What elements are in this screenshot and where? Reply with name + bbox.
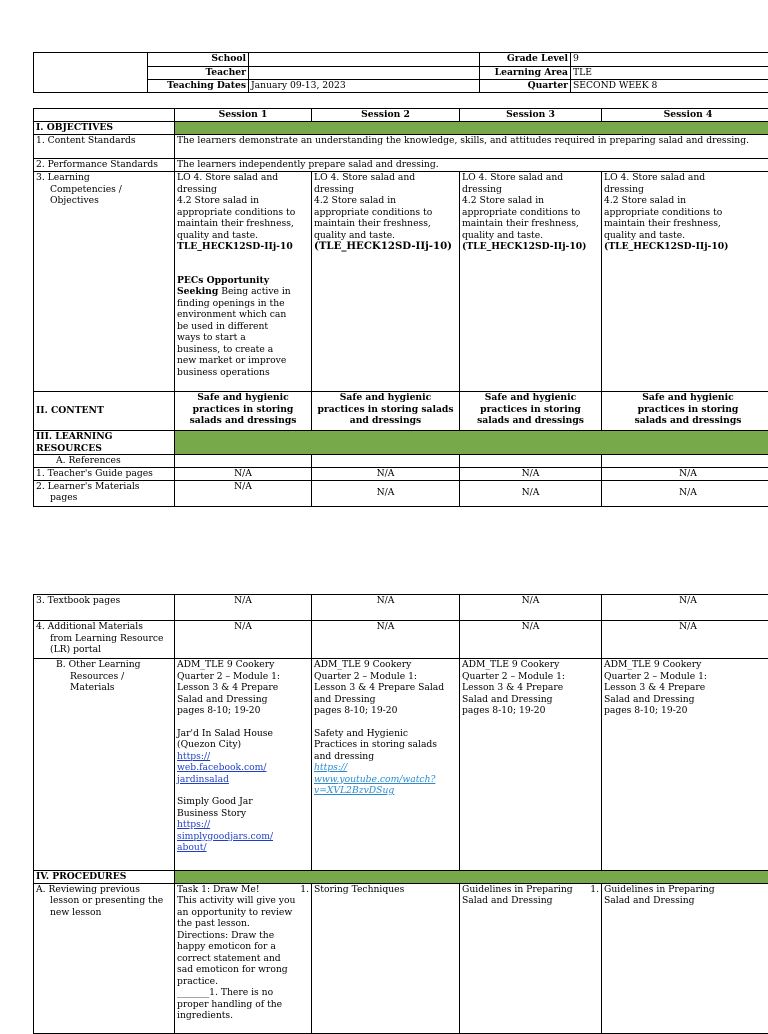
content-line: salads and dressings xyxy=(177,415,309,427)
competency-line: quality and taste. xyxy=(604,230,768,242)
resource-line: Lesson 3 & 4 Prepare xyxy=(604,682,768,694)
na-cell: N/A xyxy=(602,595,768,621)
lesson-plan-table-top xyxy=(33,108,768,507)
competency-code: (TLE_HECK12SD-IIj-10) xyxy=(604,241,768,253)
na-cell: N/A xyxy=(602,467,768,480)
youtube-link[interactable]: www.youtube.com/watch? xyxy=(314,774,457,786)
content-line: Safe and hygienic xyxy=(604,392,768,404)
lc-label-line: Competencies / xyxy=(36,184,172,196)
session-3-header: Session 3 xyxy=(460,109,602,122)
procedure-session-3 xyxy=(460,883,602,1033)
pecs-text: be used in different xyxy=(177,321,309,333)
learners-materials-label xyxy=(34,480,175,506)
teaching-dates-value: January 09-13, 2023 xyxy=(249,80,480,93)
competency-code: (TLE_HECK12SD-IIj-10) xyxy=(462,241,599,253)
task-line: practice. xyxy=(177,976,309,988)
na-cell: N/A xyxy=(312,467,460,480)
empty-cell xyxy=(602,455,768,468)
session-4-header: Session 4 xyxy=(602,109,768,122)
pecs-text: Being active in xyxy=(221,286,291,297)
references-label: A. References xyxy=(34,455,175,468)
resource-line: and dressing xyxy=(314,751,457,763)
session-2-header: Session 2 xyxy=(312,109,460,122)
label-line: lesson or presenting the xyxy=(36,895,172,907)
spacer xyxy=(177,717,309,728)
competency-line: appropriate conditions to xyxy=(604,207,768,219)
procedure-session-4 xyxy=(602,883,768,1033)
competency-line: maintain their freshness, xyxy=(604,218,768,230)
task-line: Guidelines in Preparing xyxy=(462,884,573,896)
resource-line: pages 8-10; 19-20 xyxy=(314,705,457,717)
facebook-link[interactable]: https:// xyxy=(177,751,309,763)
content-line: and dressings xyxy=(314,415,457,427)
resource-line: Practices in storing salads xyxy=(314,739,457,751)
content-session-2 xyxy=(312,392,460,431)
competency-line: LO 4. Store salad and xyxy=(177,172,309,184)
resource-line: and Dressing xyxy=(314,694,457,706)
facebook-link[interactable]: jardinsalad xyxy=(177,774,309,786)
na-cell: N/A xyxy=(460,467,602,480)
pecs-text: business operations xyxy=(177,367,309,379)
competency-line: LO 4. Store salad and xyxy=(604,172,768,184)
competency-line: dressing xyxy=(177,184,309,196)
resource-line: Safety and Hygienic xyxy=(314,728,457,740)
quarter-label: Quarter xyxy=(480,80,571,93)
label-line: (LR) portal xyxy=(36,644,172,656)
content-session-4 xyxy=(602,392,768,431)
content-standards-label: 1. Content Standards xyxy=(34,135,175,159)
heading-line: RESOURCES xyxy=(36,443,172,455)
label-line: Materials xyxy=(56,682,172,694)
resource-line: ADM_TLE 9 Cookery xyxy=(314,659,457,671)
resources-green-bar xyxy=(175,431,768,455)
task-line: Salad and Dressing xyxy=(604,895,768,907)
content-session-3 xyxy=(460,392,602,431)
na-cell: N/A xyxy=(175,621,312,659)
resource-line: pages 8-10; 19-20 xyxy=(604,705,768,717)
resource-line: Quarter 2 – Module 1: xyxy=(314,671,457,683)
content-heading: II. CONTENT xyxy=(34,392,175,431)
competency-line: appropriate conditions to xyxy=(177,207,309,219)
resource-line: Salad and Dressing xyxy=(604,694,768,706)
school-label: School xyxy=(148,53,249,67)
learning-area-label: Learning Area xyxy=(480,67,571,80)
task-line: This activity will give you xyxy=(177,895,309,907)
pecs-text: finding openings in the xyxy=(177,298,309,310)
teacher-label: Teacher xyxy=(148,67,249,80)
competency-line: quality and taste. xyxy=(462,230,599,242)
resource-line: Simply Good Jar xyxy=(177,796,309,808)
lesson-plan-table-bottom xyxy=(33,594,768,1034)
teachers-guide-label: 1. Teacher's Guide pages xyxy=(34,467,175,480)
competency-session-4 xyxy=(602,172,768,392)
na-cell: N/A xyxy=(175,467,312,480)
empty-cell xyxy=(312,455,460,468)
simplygoodjars-link[interactable]: https:// xyxy=(177,819,309,831)
spacer xyxy=(177,253,309,275)
content-line: salads and dressings xyxy=(604,415,768,427)
competency-session-2 xyxy=(312,172,460,392)
empty-cell xyxy=(460,455,602,468)
other-resources-session-4 xyxy=(602,659,768,871)
competency-line: 4.2 Store salad in xyxy=(314,195,457,207)
resource-line: pages 8-10; 19-20 xyxy=(462,705,599,717)
procedures-green-bar xyxy=(175,871,768,884)
pecs-text: business, to create a xyxy=(177,344,309,356)
header-table xyxy=(33,52,768,93)
teacher-value xyxy=(249,67,480,80)
na-cell: N/A xyxy=(460,595,602,621)
youtube-link[interactable]: https:// xyxy=(314,762,457,774)
pecs-title: Seeking xyxy=(177,286,218,297)
resource-line: Lesson 3 & 4 Prepare xyxy=(462,682,599,694)
resource-line: Quarter 2 – Module 1: xyxy=(462,671,599,683)
task-line: ingredients. xyxy=(177,1010,309,1022)
task-number: 1. xyxy=(300,884,309,896)
competency-line: 4.2 Store salad in xyxy=(177,195,309,207)
label-line: from Learning Resource xyxy=(36,633,172,645)
objectives-green-bar xyxy=(175,122,768,135)
procedure-session-2 xyxy=(312,883,460,1033)
label-line: Resources / xyxy=(56,671,172,683)
content-line: Safe and hygienic xyxy=(177,392,309,404)
label-line: pages xyxy=(36,492,172,504)
youtube-link[interactable]: v=XVL2BzvDSug xyxy=(314,785,457,797)
competency-line: quality and taste. xyxy=(314,230,457,242)
competency-line: maintain their freshness, xyxy=(314,218,457,230)
content-session-1 xyxy=(175,392,312,431)
performance-standards-value: The learners independently prepare salad and dressing. xyxy=(175,159,768,172)
na-cell: N/A xyxy=(602,621,768,659)
lc-label-line: Objectives xyxy=(36,195,172,207)
content-line: practices in storing salads xyxy=(314,404,457,416)
task-line: correct statement and xyxy=(177,953,309,965)
competency-line: maintain their freshness, xyxy=(462,218,599,230)
na-cell: N/A xyxy=(175,480,312,506)
na-cell: N/A xyxy=(312,595,460,621)
corner-cell xyxy=(34,109,175,122)
school-value xyxy=(249,53,480,67)
label-line: 4. Additional Materials xyxy=(36,621,172,633)
other-resources-session-1 xyxy=(175,659,312,871)
resource-line: pages 8-10; 19-20 xyxy=(177,705,309,717)
competency-line: LO 4. Store salad and xyxy=(314,172,457,184)
resource-line: (Quezon City) xyxy=(177,739,309,751)
label-line: B. Other Learning xyxy=(56,659,172,671)
task-line: proper handling of the xyxy=(177,999,309,1011)
learning-competencies-label xyxy=(34,172,175,392)
spacer xyxy=(314,717,457,728)
content-line: salads and dressings xyxy=(462,415,599,427)
resource-line: Lesson 3 & 4 Prepare Salad xyxy=(314,682,457,694)
other-resources-session-3 xyxy=(460,659,602,871)
na-cell: N/A xyxy=(312,480,460,506)
task-number: 1. xyxy=(590,884,599,896)
competency-code: (TLE_HECK12SD-IIj-10) xyxy=(314,241,457,253)
resource-line: Quarter 2 – Module 1: xyxy=(604,671,768,683)
resource-line: Jar'd In Salad House xyxy=(177,728,309,740)
grade-level-label: Grade Level xyxy=(480,53,571,67)
performance-standards-label: 2. Performance Standards xyxy=(34,159,175,172)
additional-materials-label xyxy=(34,621,175,659)
procedure-session-1 xyxy=(175,883,312,1033)
task-line: Salad and Dressing xyxy=(462,895,599,907)
competency-line: appropriate conditions to xyxy=(462,207,599,219)
procedures-heading: IV. PROCEDURES xyxy=(34,871,175,884)
resource-line: Quarter 2 – Module 1: xyxy=(177,671,309,683)
spacer xyxy=(177,785,309,796)
competency-line: 4.2 Store salad in xyxy=(462,195,599,207)
na-cell: N/A xyxy=(175,595,312,621)
simplygoodjars-link[interactable]: about/ xyxy=(177,842,309,854)
label-line: A. Reviewing previous xyxy=(36,884,172,896)
grade-level-value: 9 xyxy=(571,53,768,67)
resource-line: ADM_TLE 9 Cookery xyxy=(177,659,309,671)
na-cell: N/A xyxy=(602,480,768,506)
content-line: practices in storing xyxy=(177,404,309,416)
task-line: the past lesson. xyxy=(177,918,309,930)
teaching-dates-label: Teaching Dates xyxy=(148,80,249,93)
na-cell: N/A xyxy=(460,621,602,659)
content-line: practices in storing xyxy=(462,404,599,416)
pecs-text: environment which can xyxy=(177,309,309,321)
textbook-label: 3. Textbook pages xyxy=(34,595,175,621)
resource-line: Business Story xyxy=(177,808,309,820)
content-standards-value: The learners demonstrate an understanding the knowledge, skills, and attitudes required in preparing salad and dressing. xyxy=(175,135,768,159)
resource-line: Salad and Dressing xyxy=(177,694,309,706)
learning-resources-heading xyxy=(34,431,175,455)
pecs-text: ways to start a xyxy=(177,332,309,344)
na-cell: N/A xyxy=(312,621,460,659)
competency-line: appropriate conditions to xyxy=(314,207,457,219)
task-line: Storing Techniques xyxy=(314,884,457,896)
content-line: Safe and hygienic xyxy=(314,392,457,404)
competency-line: maintain their freshness, xyxy=(177,218,309,230)
competency-line: dressing xyxy=(604,184,768,196)
resource-line: Salad and Dressing xyxy=(462,694,599,706)
simplygoodjars-link[interactable]: simplygoodjars.com/ xyxy=(177,831,309,843)
competency-session-3 xyxy=(460,172,602,392)
task-line: Directions: Draw the xyxy=(177,930,309,942)
task-line: sad emoticon for wrong xyxy=(177,964,309,976)
other-resources-session-2 xyxy=(312,659,460,871)
competency-line: LO 4. Store salad and xyxy=(462,172,599,184)
na-cell: N/A xyxy=(460,480,602,506)
competency-code: TLE_HECK12SD-IIj-10 xyxy=(177,241,309,253)
task-line: happy emoticon for a xyxy=(177,941,309,953)
task-line: an opportunity to review xyxy=(177,907,309,919)
resource-line: Lesson 3 & 4 Prepare xyxy=(177,682,309,694)
pecs-title: PECs Opportunity xyxy=(177,275,309,287)
resource-line: ADM_TLE 9 Cookery xyxy=(462,659,599,671)
header-logo-cell xyxy=(34,53,148,93)
empty-cell xyxy=(175,455,312,468)
competency-line: dressing xyxy=(314,184,457,196)
competency-session-1 xyxy=(175,172,312,392)
competency-line: 4.2 Store salad in xyxy=(604,195,768,207)
content-line: practices in storing xyxy=(604,404,768,416)
task-title: Task 1: Draw Me! xyxy=(177,884,260,896)
quarter-value: SECOND WEEK 8 xyxy=(571,80,768,93)
competency-line: quality and taste. xyxy=(177,230,309,242)
lc-label-line: 3. Learning xyxy=(36,172,172,184)
pecs-text: new market or improve xyxy=(177,355,309,367)
session-1-header: Session 1 xyxy=(175,109,312,122)
label-line: new lesson xyxy=(36,907,172,919)
competency-line: dressing xyxy=(462,184,599,196)
facebook-link[interactable]: web.facebook.com/ xyxy=(177,762,309,774)
task-line: _______1. There is no xyxy=(177,987,309,999)
content-line: Safe and hygienic xyxy=(462,392,599,404)
learning-area-value: TLE xyxy=(571,67,768,80)
objectives-heading: I. OBJECTIVES xyxy=(34,122,175,135)
reviewing-lesson-label xyxy=(34,883,175,1033)
label-line: 2. Learner's Materials xyxy=(36,481,172,493)
resource-line: ADM_TLE 9 Cookery xyxy=(604,659,768,671)
heading-line: III. LEARNING xyxy=(36,431,172,443)
task-line: Guidelines in Preparing xyxy=(604,884,768,896)
other-resources-label xyxy=(34,659,175,871)
